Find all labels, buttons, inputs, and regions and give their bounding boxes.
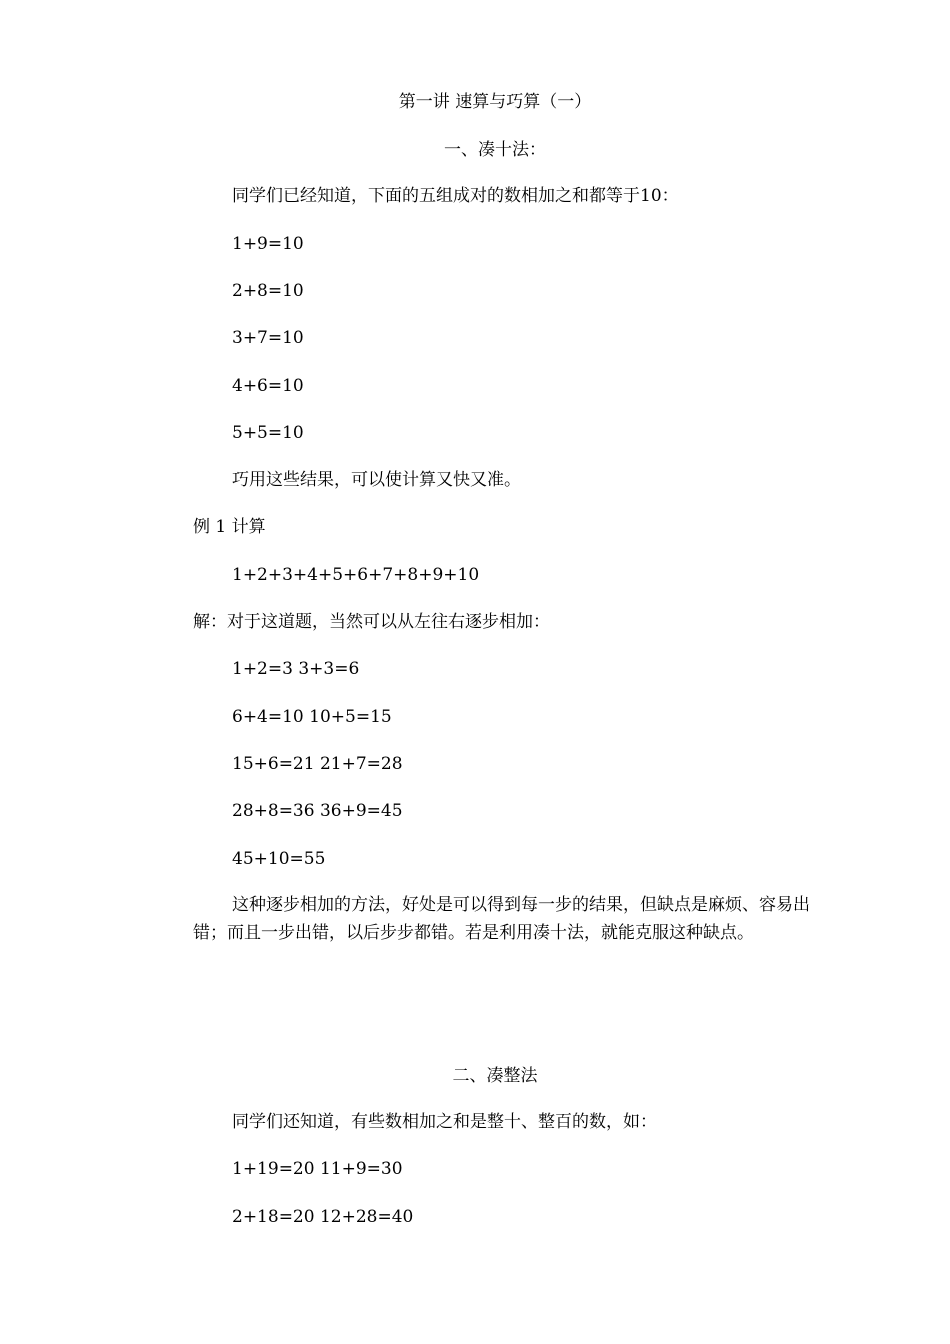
section2-heading: 二、凑整法 xyxy=(452,1066,538,1086)
pair-line: 2+8=10 xyxy=(232,281,304,301)
step-line: 28+8=36 36+9=45 xyxy=(232,801,403,821)
solution-intro: 解：对于这道题，当然可以从左往右逐步相加： xyxy=(193,612,550,632)
section1-conclusion: 巧用这些结果，可以使计算又快又准。 xyxy=(232,470,521,490)
section2-intro: 同学们还知道，有些数相加之和是整十、整百的数，如： xyxy=(232,1112,657,1132)
example-label: 例 1 计算 xyxy=(193,517,266,537)
example-line: 1+19=20 11+9=30 xyxy=(232,1159,403,1179)
step-line: 15+6=21 21+7=28 xyxy=(232,754,403,774)
example-line: 2+18=20 12+28=40 xyxy=(232,1207,414,1227)
pair-line: 5+5=10 xyxy=(232,423,304,443)
pair-line: 1+9=10 xyxy=(232,234,304,254)
step-line: 1+2=3 3+3=6 xyxy=(232,659,360,679)
step-line: 45+10=55 xyxy=(232,849,326,869)
explanation-paragraph: 这种逐步相加的方法，好处是可以得到每一步的结果，但缺点是麻烦、容易出错；而且一步出错，以后步步都错。若是利用凑十法，就能克服这种缺点。 xyxy=(193,895,810,943)
pair-line: 4+6=10 xyxy=(232,376,304,396)
step-line: 6+4=10 10+5=15 xyxy=(232,707,392,727)
section1-intro: 同学们已经知道，下面的五组成对的数相加之和都等于10： xyxy=(232,186,679,206)
example-expression: 1+2+3+4+5+6+7+8+9+10 xyxy=(232,565,480,585)
page-title: 第一讲 速算与巧算（一） xyxy=(398,92,592,112)
pair-line: 3+7=10 xyxy=(232,328,304,348)
section1-heading: 一、凑十法： xyxy=(444,140,546,160)
